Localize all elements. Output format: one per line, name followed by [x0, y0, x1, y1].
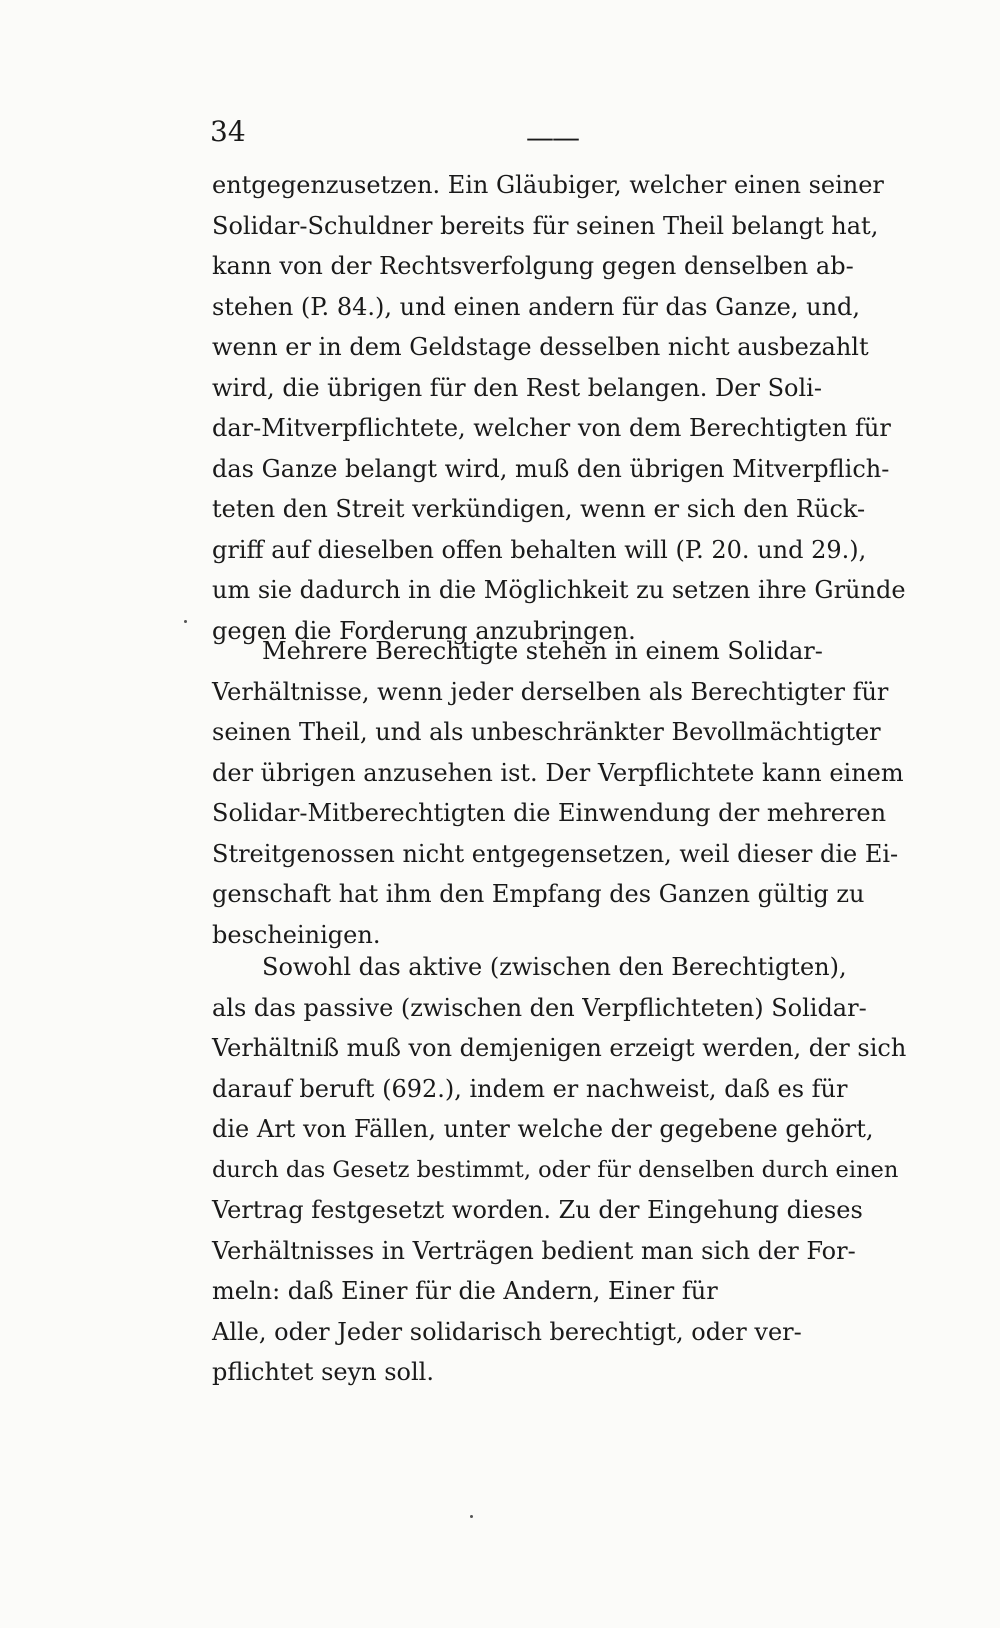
text-line: entgegenzusetzen. Ein Gläubiger, welcher einen seiner — [212, 171, 884, 199]
text-line: kann von der Rechtsverfolgung gegen denselben ab- — [212, 252, 854, 280]
text-line: meln: daß Einer für die Andern, Einer für — [212, 1277, 718, 1305]
header-rule: —— — [526, 121, 578, 154]
text-line: der übrigen anzusehen ist. Der Verpflichtete kann einem — [212, 758, 904, 787]
text-line: Verhältnisse, wenn jeder derselben als Berechtigter für — [212, 677, 889, 706]
text-line: Solidar-Schuldner bereits für seinen Theil belangt hat, — [212, 211, 879, 240]
text-line: wenn er in dem Geldstage desselben nicht ausbezahlt — [212, 333, 869, 361]
text-line: Verhältnisses in Verträgen bedient man sich der For- — [212, 1236, 856, 1265]
paragraph-2 — [212, 631, 910, 955]
text-line: darauf beruft (692.), indem er nachweist, daß es für — [212, 1074, 848, 1103]
page-header — [210, 112, 910, 152]
paragraph-3 — [212, 947, 910, 1393]
text-line: Sowohl das aktive (zwischen den Berechtigten), — [262, 953, 847, 981]
text-line: stehen (P. 84.), und einen andern für das Ganze, und, — [212, 292, 861, 321]
text-line: griff auf dieselben offen behalten will (P. 20. und 29.), — [212, 535, 867, 564]
text-line: seinen Theil, und als unbeschränkter Bevollmächtigter — [212, 718, 881, 746]
text-line: pflichtet seyn soll. — [212, 1358, 434, 1386]
text-line: Vertrag festgesetzt worden. Zu der Eingehung dieses — [212, 1196, 863, 1224]
text-line: genschaft hat ihm den Empfang des Ganzen gültig zu — [212, 880, 865, 908]
print-speck — [470, 1515, 473, 1518]
page-number: 34 — [210, 115, 246, 148]
text-line: um sie dadurch in die Möglichkeit zu setzen ihre Gründe — [212, 576, 906, 604]
paragraph-1 — [212, 165, 910, 651]
text-line: gegen die Forderung anzubringen. — [212, 616, 636, 645]
text-line: dar-Mitverpflichtete, welcher von dem Berechtigten für — [212, 414, 891, 442]
text-line: Mehrere Berechtigte stehen in einem Solidar- — [262, 637, 823, 665]
text-line: Alle, oder Jeder solidarisch berechtigt, oder ver- — [212, 1317, 802, 1346]
text-line: als das passive (zwischen den Verpflichteten) Solidar- — [212, 993, 867, 1022]
text-line: bescheinigen. — [212, 920, 381, 949]
text-line: das Ganze belangt wird, muß den übrigen Mitverpflich- — [212, 454, 890, 483]
text-line: Solidar-Mitberechtigten die Einwendung der mehreren — [212, 799, 887, 827]
print-speck — [184, 620, 187, 623]
text-line: Verhältniß muß von demjenigen erzeigt werden, der sich — [212, 1034, 907, 1062]
text-line: Streitgenossen nicht entgegensetzen, weil dieser die Ei- — [212, 839, 899, 868]
text-line: teten den Streit verkündigen, wenn er sich den Rück- — [212, 495, 866, 523]
text-line: durch das Gesetz bestimmt, oder für denselben durch einen — [212, 1156, 899, 1183]
text-line: die Art von Fällen, unter welche der gegebene gehört, — [212, 1115, 874, 1143]
text-line: wird, die übrigen für den Rest belangen. Der Soli- — [212, 373, 822, 402]
